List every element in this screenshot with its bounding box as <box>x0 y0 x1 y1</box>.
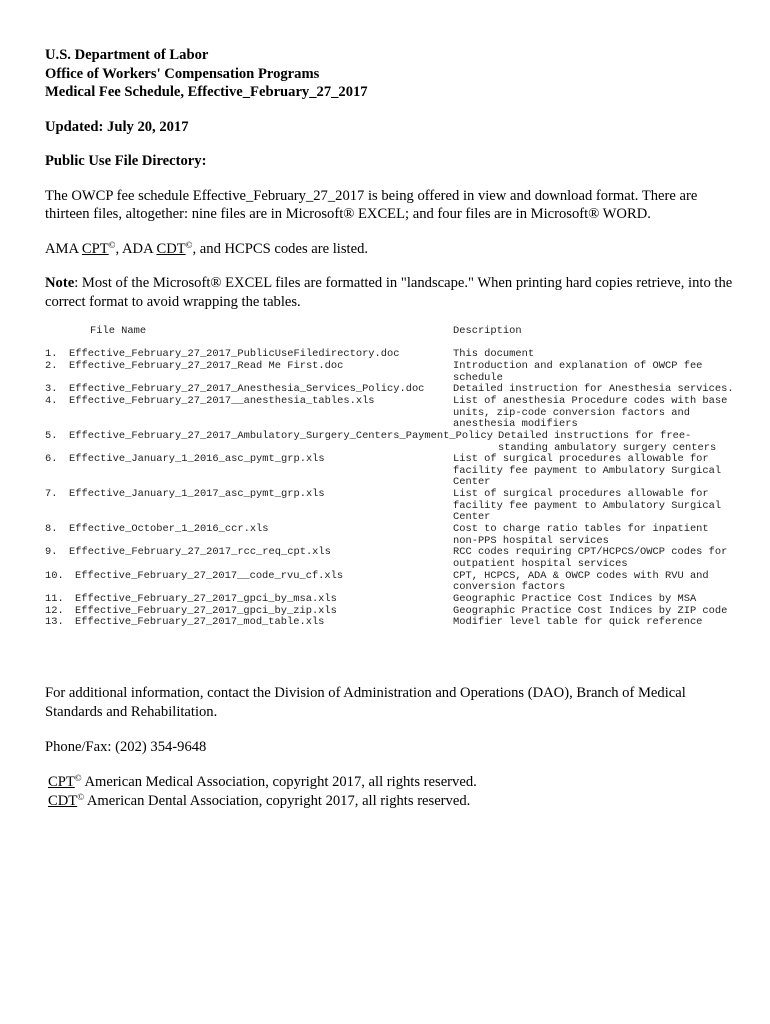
intro-paragraph: The OWCP fee schedule Effective_February_27_2017 is being offered in view and download format. There are thirteen files, altogether: nine files are in Microsoft® EXCEL; and four files are in Microsoft® WORD. <box>45 187 698 222</box>
file-name-cell: Effective_February_27_2017_rcc_req_cpt.xls <box>69 546 331 559</box>
cdt-copyright-line <box>48 792 477 811</box>
header-office: Office of Workers' Compensation Programs <box>45 65 320 82</box>
directory-title: Public Use File Directory: <box>45 153 207 169</box>
file-name-cell: Effective_February_27_2017_Anesthesia_Services_Policy.doc <box>69 383 425 396</box>
row-number: 13. <box>45 616 64 629</box>
file-name-cell: Effective_October_1_2016_ccr.xls <box>69 523 269 536</box>
file-name-cell: Effective_February_27_2017_Ambulatory_Surgery_Centers_Payment_Policy <box>69 429 494 442</box>
description-cell: List of surgical procedures allowable for facility fee payment to Ambulatory Surgical Center <box>453 488 722 524</box>
codes-listed-line <box>45 240 735 259</box>
file-directory-table <box>45 326 735 631</box>
row-number: 10. <box>45 569 64 582</box>
file-name-cell: Effective_February_27_2017__code_rvu_cf.xls <box>75 569 344 582</box>
column-header-file-name: File Name <box>90 325 147 337</box>
row-number: 4. <box>45 394 58 407</box>
ama-suffix: , and HCPCS codes are listed. <box>192 240 369 257</box>
note-label: Note <box>45 275 75 291</box>
description-cell: This document <box>453 348 535 361</box>
description-cell: Geographic Practice Cost Indices by ZIP code <box>453 604 728 617</box>
cpt-copyright-line <box>48 773 477 792</box>
note-text: : Most of the Microsoft® EXCEL files are formatted in "landscape." When printing hard copies retrieve, into the correct format to avoid wrapping the tables. <box>45 275 733 310</box>
row-number: 12. <box>45 604 64 617</box>
cpt-link[interactable]: CPT <box>81 240 109 257</box>
row-number: 8. <box>45 523 58 536</box>
row-number: 5. <box>45 429 58 442</box>
description-cell: RCC codes requiring CPT/HCPCS/OWCP codes for outpatient hospital services <box>453 546 728 570</box>
row-number: 11. <box>45 592 64 605</box>
row-number: 7. <box>45 488 58 501</box>
description-cell: List of anesthesia Procedure codes with base units, zip-code conversion factors and anesthesia modifiers <box>453 394 728 431</box>
file-name-cell: Effective_January_1_2017_asc_pymt_grp.xls <box>69 488 325 501</box>
cdt-copyright-mark: © <box>185 239 193 250</box>
contact-paragraph: For additional information, contact the Division of Administration and Operations (DAO), Branch of Medical Standards and Rehabilitation. <box>45 685 686 720</box>
row-number: 9. <box>45 546 58 559</box>
document-page <box>45 46 735 631</box>
row-number: 6. <box>45 453 58 466</box>
description-cell: Geographic Practice Cost Indices by MSA <box>453 592 697 605</box>
file-name-cell: Effective_February_27_2017_mod_table.xls <box>75 616 325 629</box>
description-cell: CPT, HCPCS, ADA & OWCP codes with RVU and conversion factors <box>453 569 709 594</box>
cpt-footer-link[interactable]: CPT <box>48 774 75 790</box>
description-cell: Modifier level table for quick reference <box>453 616 703 629</box>
column-header-description: Description <box>453 325 522 337</box>
header-schedule: Medical Fee Schedule, Effective_February_27_2017 <box>45 84 368 100</box>
cpt-copyright-text: American Medical Association, copyright 2017, all rights reserved. <box>81 774 477 790</box>
file-name-cell: Effective_February_27_2017_gpci_by_zip.xls <box>75 604 337 617</box>
updated-date: Updated: July 20, 2017 <box>45 118 189 135</box>
file-name-cell: Effective_February_27_2017_PublicUseFiledirectory.doc <box>69 348 400 361</box>
copyright-notices <box>48 773 477 810</box>
note-paragraph <box>45 274 735 311</box>
phone-fax: Phone/Fax: (202) 354-9648 <box>45 739 207 755</box>
cpt-copyright-mark: © <box>108 239 116 250</box>
cdt-footer-link[interactable]: CDT <box>48 792 78 809</box>
file-name-cell: Effective_February_27_2017__anesthesia_tables.xls <box>69 394 375 407</box>
cpt-footer-mark: © <box>74 773 82 783</box>
cdt-copyright-text: American Dental Association, copyright 2017, all rights reserved. <box>84 792 471 809</box>
row-number: 2. <box>45 359 58 372</box>
description-cell: Cost to charge ratio tables for inpatient non-PPS hospital services <box>453 523 709 547</box>
file-name-cell: Effective_February_27_2017_gpci_by_msa.xls <box>75 592 337 605</box>
cdt-link[interactable]: CDT <box>156 240 186 257</box>
row-number: 1. <box>45 348 58 361</box>
description-cell: Introduction and explanation of OWCP fee schedule <box>453 359 703 384</box>
ama-mid: , ADA <box>115 240 157 257</box>
file-name-cell: Effective_January_1_2016_asc_pymt_grp.xls <box>69 453 325 466</box>
description-cell: Detailed instruction for Anesthesia services. <box>453 383 734 396</box>
file-name-cell: Effective_February_27_2017_Read Me First.doc <box>69 359 344 372</box>
description-cell: List of surgical procedures allowable for facility fee payment to Ambulatory Surgical Center <box>453 453 722 489</box>
description-cell: Detailed instructions for free- standing ambulatory surgery centers <box>498 429 717 454</box>
ama-prefix: AMA <box>45 240 82 257</box>
cdt-footer-mark: © <box>77 791 85 802</box>
header-agency: U.S. Department of Labor <box>45 47 209 63</box>
row-number: 3. <box>45 383 58 396</box>
